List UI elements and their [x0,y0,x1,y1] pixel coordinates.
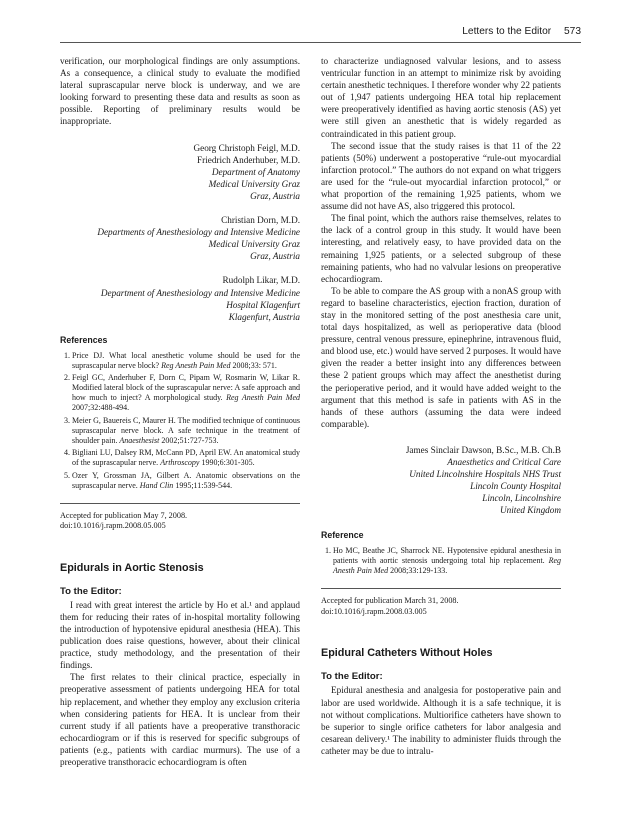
reference-heading: Reference [321,530,364,541]
signature-block [60,214,300,262]
affiliation: Lincoln County Hospital [470,481,561,492]
references-list [60,351,300,491]
paragraph: to characterize undiagnosed valvular lesions, and to assess ventricular function in an attempt to minimize risk by avoiding certain anesthetic techniques. I therefore wonder why 22 patients out of 1,947 patients undergoing HEA total hip replacement were preoperatively identified as having aortic stenosis (AS) yet were still given an anesthetic that is widely regarded as contraindicated in this patient group. [321,56,561,139]
acceptance-note [60,503,300,532]
affiliation: Department of Anesthesiology and Intensive Medicine [100,287,300,298]
reference-item: 5. Ozer Y, Grossman JA, Gilbert A. Anatomic observations on the suprascapular nerve. Hand Clin 1995;11:539-544. [72,471,300,491]
accepted-date: Accepted for publication March 31, 2008. [321,596,459,606]
references-list [321,546,561,576]
affiliation: Medical University Graz [208,178,300,189]
affiliation: Department of Anatomy [211,166,300,177]
paragraph: The second issue that the study raises is that 11 of the 22 patients (50%) underwent a postoperative “rule-out myocardial infarction protocol.” The authors do not expand on what triggers are used for the “rule-out myocardial infarction protocol,” or what proportion of the remaining 1,925 patients, whom we assume did not have AS, also triggered this protocol. [321,140,561,212]
affiliation: Departments of Anesthesiology and Intensive Medicine [97,227,300,238]
affiliation: Graz, Austria [250,190,300,201]
running-title: Letters to the Editor [462,26,552,37]
affiliation: Medical University Graz [208,239,300,250]
signature-block [321,444,561,517]
affiliation: Lincoln, Lincolnshire [482,493,561,504]
reference-item: 1. Price DJ. What local anesthetic volume should be used for the suprascapular nerve block? Reg Anesth Pain Med 2008;33: 571. [72,351,300,371]
reference-item: 2. Feigl GC, Anderhuber F, Dorn C, Pipam W, Rosmarin W, Likar R. Modified lateral block of the suprascapular nerve: A safe approach and how much to inject? A morphological study. Reg Anesth Pain Med 2007;32:488-494. [72,373,300,413]
running-header [60,26,581,43]
salutation: To the Editor: [60,585,122,597]
article-title: Epidurals in Aortic Stenosis [60,561,204,574]
paragraph: The final point, which the authors raise themselves, relates to the lack of a control group in this study. It would have been interesting, and relatively easy, to have provided data on the remaining 1,925 patients, or a selected subgroup of these remaining patients, who had no valvular lesions on preoperative echocardiogram. [321,213,561,284]
author-name: James Sinclair Dawson, B.Sc., M.B. Ch.B [405,444,561,455]
left-column [60,55,300,768]
acceptance-note [321,588,561,617]
article-title: Epidural Catheters Without Holes [321,647,493,660]
paragraph: verification, our morphological findings are only assumptions. As a consequence, a clinical study to evaluate the modified lateral suprascapular nerve block is underway, and we are looking forward to presenting these data and results as soon as possible. Reporting of preliminary results would be inappropriate. [60,56,300,127]
doi: doi:10.1016/j.rapm.2008.03.005 [321,606,427,616]
reference-item: 1. Ho MC, Beathe JC, Sharrock NE. Hypotensive epidural anesthesia in patients with aortic stenosis undergoing total hip replacement. Reg Anesth Pain Med 2008;33:129-133. [333,546,561,576]
accepted-date: Accepted for publication May 7, 2008. [60,510,188,520]
reference-item: 3. Meier G, Bauereis C, Maurer H. The modified technique of continuous suprascapular nerve block. A safe technique in the treatment of shoulder pain. Anaesthesist 2002;51:727-753. [72,416,300,446]
affiliation: Hospital Klagenfurt [226,299,300,310]
affiliation: United Lincolnshire Hospitals NHS Trust [409,469,561,480]
right-column [321,55,561,757]
affiliation: Graz, Austria [250,251,300,262]
reference-item: 4. Bigliani LU, Dalsey RM, McCann PD, April EW. An anatomical study of the suprascapular nerve. Arthroscopy 1990;6:301-305. [72,448,300,468]
doi: doi:10.1016/j.rapm.2008.05.005 [60,521,166,531]
affiliation: United Kingdom [500,505,561,516]
affiliation: Klagenfurt, Austria [228,311,300,322]
signature-block [60,142,300,202]
paragraph: To be able to compare the AS group with a nonAS group with regard to baseline characteristics, ejection fraction, duration of stay in the monitored setting of the post anesthesia care unit, total days hospitalized, as well as perioperative data (blood pressure, central venous pressure, epinephrine, intravenous fluid, and blood use, etc.) would have served 2 purposes. It would have given the reader a better insight into any differences between these 2 patient groups which may affect the anesthetist during the perioperative period, and it would have added weight to the argument that this method is safe in patients with AS in the hands of these authors (assuming the data were indeed comparable). [321,285,561,429]
author-name: Friedrich Anderhuber, M.D. [197,154,300,165]
salutation: To the Editor: [321,671,383,683]
paragraph: Epidural anesthesia and analgesia for postoperative pain and labor are used worldwide. Although it is a safe technique, it is not without complications. Multiorifice catheters have shown to be superior to single orifice catheters for labor analgesia and cesarean delivery.¹ The inability to administer fluids through the catheter may be due to intralu- [321,685,561,756]
paragraph: The first relates to their clinical practice, especially in preoperative assessment of patients undergoing HEA for total hip replacement, and whether they employ any exclusion criteria when considering patients for HEA. It is unclear from their current study if all patients have a preoperative transthoracic echocardiogram or if this is reserved for specific subgroups of patients (e.g., patients with cardiac murmurs). The use of a preoperative transthoracic echocardiogram is often [60,672,300,767]
author-name: Rudolph Likar, M.D. [222,275,300,286]
signature-block [60,274,300,322]
references-heading: References [60,334,108,345]
affiliation: Anaesthetics and Critical Care [447,457,561,467]
paragraph: I read with great interest the article by Ho et al.¹ and applaud them for reducing their rates of in-hospital mortality following the introduction of hypotensive epidural anesthesia (HEA). This publication does raise questions, however, about their clinical practice, study methodology, and the presentation of their findings. [60,599,300,671]
author-name: Georg Christoph Feigl, M.D. [193,142,300,153]
author-name: Christian Dorn, M.D. [221,215,300,226]
page-number: 573 [564,26,581,37]
